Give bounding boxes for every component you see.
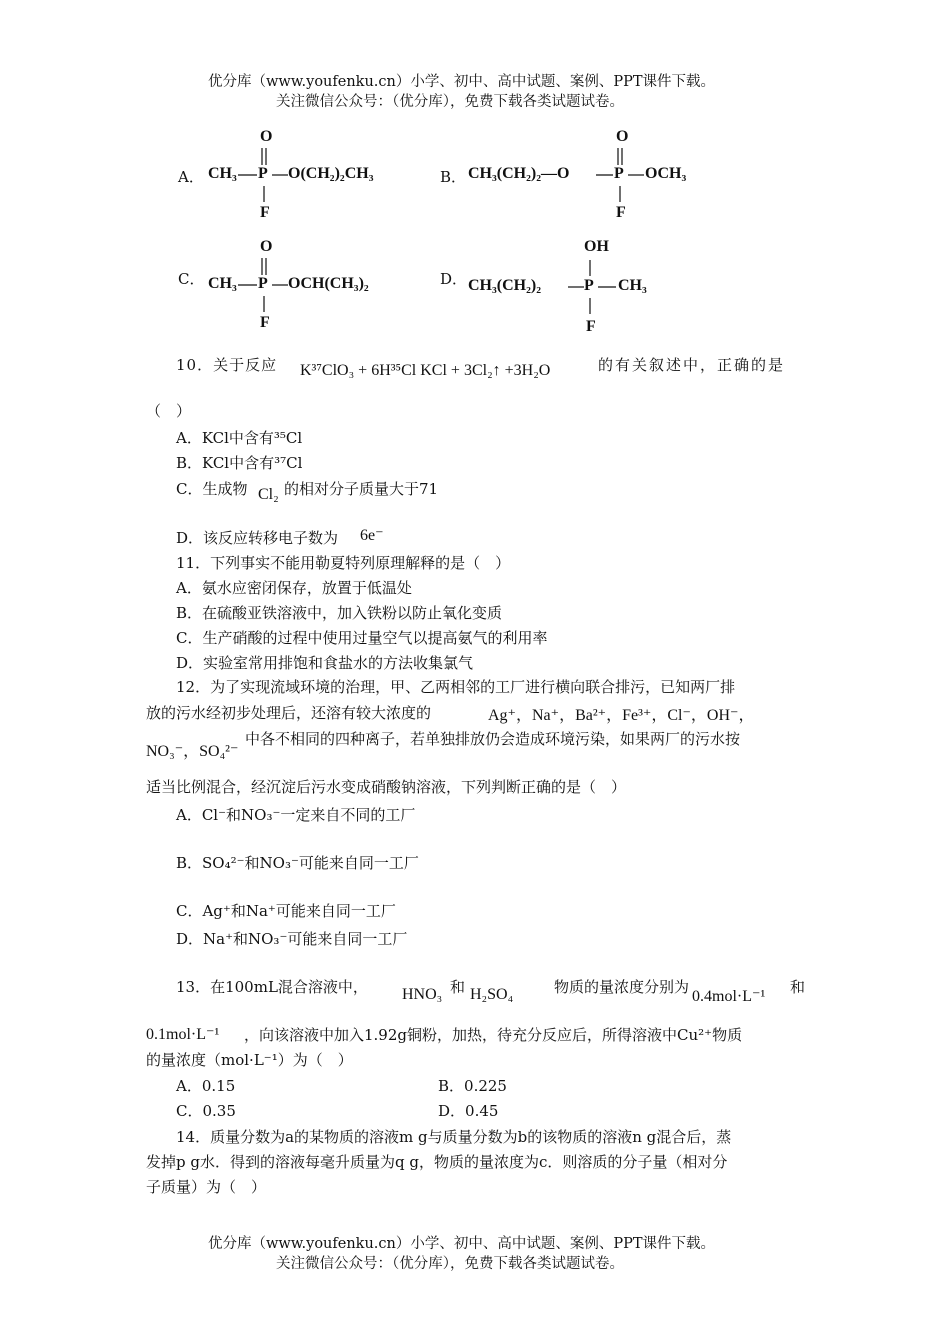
footer-line-2: 关注微信公众号：（优分库），免费下载各类试题试卷。 bbox=[276, 1256, 624, 1272]
q12-option-d: D．Na⁺和NO₃⁻可能来自同一工厂 bbox=[176, 930, 408, 948]
q14-line-1: 14．质量分数为a的某物质的溶液m g与质量分数为b的该物质的溶液n g混合后，蒸 bbox=[176, 1128, 732, 1146]
q9-option-c-label: C． bbox=[178, 270, 205, 288]
q12-option-b: B．SO₄²⁻和NO₃⁻可能来自同一工厂 bbox=[176, 854, 419, 872]
q13-c2: 0.1mol·L⁻¹ bbox=[146, 1026, 220, 1043]
q9-b-top-atom: O bbox=[616, 128, 629, 145]
q9-d-bottom-atom: F bbox=[586, 318, 596, 335]
q13-line-1-pre: 13．在100mL混合溶液中， bbox=[176, 978, 368, 996]
q10-option-c-post: 的相对分子质量大于71 bbox=[284, 480, 439, 498]
q12-option-a: A．Cl⁻和NO₃⁻一定来自不同的工厂 bbox=[176, 806, 416, 824]
q9-c-p-atom: P bbox=[258, 275, 268, 292]
q13-c1: 0.4mol·L⁻¹ bbox=[692, 988, 766, 1005]
q10-stem-post: 的有关叙述中，正确的是 bbox=[598, 356, 786, 374]
q11-option-d: D．实验室常用排饱和食盐水的方法收集氯气 bbox=[176, 654, 474, 672]
q14-line-3: 子质量）为（ ） bbox=[146, 1178, 267, 1196]
q10-option-a: A．KCl中含有³⁵Cl bbox=[176, 429, 303, 447]
q9-a-right-group: O(CH₂)₂CH₃ bbox=[288, 165, 374, 182]
header-line-1: 优分库（www.youfenku.cn）小学、初中、高中试题、案例、PPT课件下载。 bbox=[208, 74, 716, 90]
q10-option-b: B．KCl中含有³⁷Cl bbox=[176, 454, 303, 472]
q11-option-b: B．在硫酸亚铁溶液中，加入铁粉以防止氧化变质 bbox=[176, 604, 503, 622]
q13-line-3: 的量浓度（mol·L⁻¹）为（ ） bbox=[146, 1051, 353, 1069]
q9-b-right-group: OCH₃ bbox=[645, 165, 687, 182]
q13-option-a: A．0.15 bbox=[176, 1077, 236, 1095]
q9-d-left-group: CH₃(CH₂)₂ bbox=[468, 277, 542, 294]
q14-line-2: 发掉p g水．得到的溶液每毫升质量为q g，物质的量浓度为c．则溶质的分子量（相对分 bbox=[146, 1153, 728, 1171]
q9-c-bottom-atom: F bbox=[260, 314, 270, 331]
q11-stem: 11．下列事实不能用勒夏特列原理解释的是（ ） bbox=[176, 554, 511, 572]
q13-option-d: D．0.45 bbox=[438, 1102, 499, 1120]
q11-option-c: C．生产硝酸的过程中使用过量空气以提高氨气的利用率 bbox=[176, 629, 548, 647]
q13-acid-2: H₂SO₄ bbox=[470, 986, 514, 1003]
q13-acid-1: HNO₃ bbox=[402, 986, 443, 1003]
q13-line-2: ，向该溶液中加入1.92g铜粉，加热，待充分反应后，所得溶液中Cu²⁺物质 bbox=[244, 1026, 743, 1044]
q13-option-c: C．0.35 bbox=[176, 1102, 236, 1120]
q12-line-3-ions: NO₃⁻，SO₄²⁻ bbox=[146, 743, 239, 760]
q9-d-right-group: CH₃ bbox=[618, 277, 647, 294]
q10-stem-pre: 10．关于反应 bbox=[176, 356, 278, 374]
q10-answer-paren: （ ） bbox=[146, 402, 192, 420]
q11-option-a: A．氨水应密闭保存，放置于低温处 bbox=[176, 579, 412, 597]
q10-option-d-pre: D．该反应转移电子数为 bbox=[176, 529, 339, 547]
q10-equation: K³⁷ClO₃ + 6H³⁵Cl KCl + 3Cl₂↑ +3H₂O bbox=[300, 362, 551, 379]
header-line-2: 关注微信公众号：（优分库），免费下载各类试题试卷。 bbox=[276, 94, 624, 110]
q9-option-a-label: A． bbox=[178, 168, 204, 186]
q9-option-b-label: B． bbox=[440, 168, 467, 186]
q9-d-top-atom: OH bbox=[584, 238, 609, 255]
q9-b-bottom-atom: F bbox=[616, 204, 626, 221]
q9-d-bonds bbox=[530, 250, 670, 335]
q13-and-1: 和 bbox=[450, 978, 466, 996]
q13-option-b: B．0.225 bbox=[438, 1077, 507, 1095]
q9-option-d-label: D． bbox=[440, 270, 468, 288]
q9-a-bottom-atom: F bbox=[260, 204, 270, 221]
q12-ions: Ag⁺，Na⁺，Ba²⁺，Fe³⁺，Cl⁻，OH⁻， bbox=[488, 707, 755, 724]
q10-option-c-chem: Cl₂ bbox=[258, 486, 279, 503]
q9-c-right-group: OCH(CH₃)₂ bbox=[288, 275, 369, 292]
q9-a-top-atom: O bbox=[260, 128, 273, 145]
q9-b-left-group: CH₃(CH₂)₂—O bbox=[468, 165, 570, 182]
q10-option-d-chem: 6e⁻ bbox=[360, 527, 384, 544]
q12-line-1: 12．为了实现流域环境的治理，甲、乙两相邻的工厂进行横向联合排污，已知两厂排 bbox=[176, 678, 736, 696]
q12-option-c: C．Ag⁺和Na⁺可能来自同一工厂 bbox=[176, 902, 396, 920]
q9-d-p-atom: P bbox=[584, 277, 594, 294]
footer-line-1: 优分库（www.youfenku.cn）小学、初中、高中试题、案例、PPT课件下载。 bbox=[208, 1236, 716, 1252]
q12-line-3-post: 中各不相同的四种离子，若单独排放仍会造成环境污染，如果两厂的污水按 bbox=[245, 730, 741, 748]
q12-line-2-pre: 放的污水经初步处理后，还溶有较大浓度的 bbox=[146, 704, 432, 722]
q12-line-4: 适当比例混合，经沉淀后污水变成硝酸钠溶液，下列判断正确的是（ ） bbox=[146, 778, 627, 796]
q10-option-c-pre: C．生成物 bbox=[176, 480, 248, 498]
q9-c-top-atom: O bbox=[260, 238, 273, 255]
q13-and-2: 和 bbox=[790, 978, 806, 996]
q9-b-p-atom: P bbox=[614, 165, 624, 182]
q9-a-p-atom: P bbox=[258, 165, 268, 182]
q9-a-left-group: CH₃ bbox=[208, 165, 237, 182]
q13-mid: 物质的量浓度分别为 bbox=[554, 978, 690, 996]
q9-c-left-group: CH₃ bbox=[208, 275, 237, 292]
